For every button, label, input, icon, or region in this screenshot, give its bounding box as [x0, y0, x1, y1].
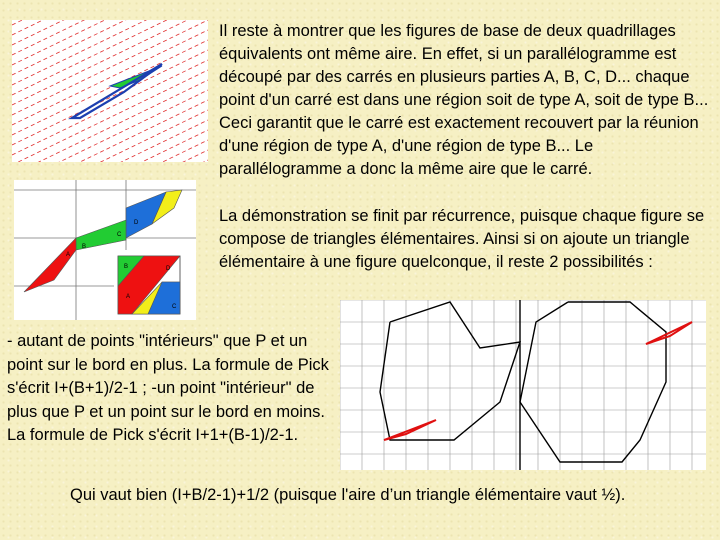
label-D: D	[134, 220, 139, 226]
label-A: A	[66, 252, 71, 258]
square-label-C: C	[172, 304, 177, 310]
paragraph-conclusion: Qui vaut bien (I+B/2-1)+1/2 (puisque l'aire d’un triangle élémentaire vaut ½).	[70, 486, 626, 504]
label-C: C	[117, 232, 122, 238]
label-B: B	[82, 244, 87, 250]
square-label-B: B	[124, 264, 129, 270]
pick-polygons-figure	[340, 300, 706, 470]
paragraph-intro: Il reste à montrer que les figures de base de deux quadrillages équivalents ont même aire. En effet, si un parallélogramme est découpé par des carrés en plusieurs parties A, B, C, D... chaque point d'un carré est dans une région soit de type A, soit de type B... Ceci garantit que le carré est exactement recouvert par la réunion d'une région de type A, d'une région de type B... Le parallélogramme a donc la même aire que le carré.	[219, 22, 709, 178]
square-label-A: A	[126, 294, 131, 300]
decomposition-figure	[14, 180, 196, 320]
oblique-grid-figure	[12, 20, 208, 162]
square-label-D: D	[166, 266, 171, 272]
paragraph-recurrence: La démonstration se finit par récurrence, puisque chaque figure se compose de triangles élémentaires. Ainsi si on ajoute un triangle élémentaire à une figure quelconque, il reste 2 possibilités :	[219, 207, 705, 271]
paragraph-cases: - autant de points "intérieurs" que P et un point sur le bord en plus. La formule de Pick s'écrit I+(B+1)/2-1 ; -un point "intérieur" de plus que P et un point sur le bord en moins. La formule de Pick s'écrit I+1+(B-1)/2-1.	[7, 332, 329, 444]
